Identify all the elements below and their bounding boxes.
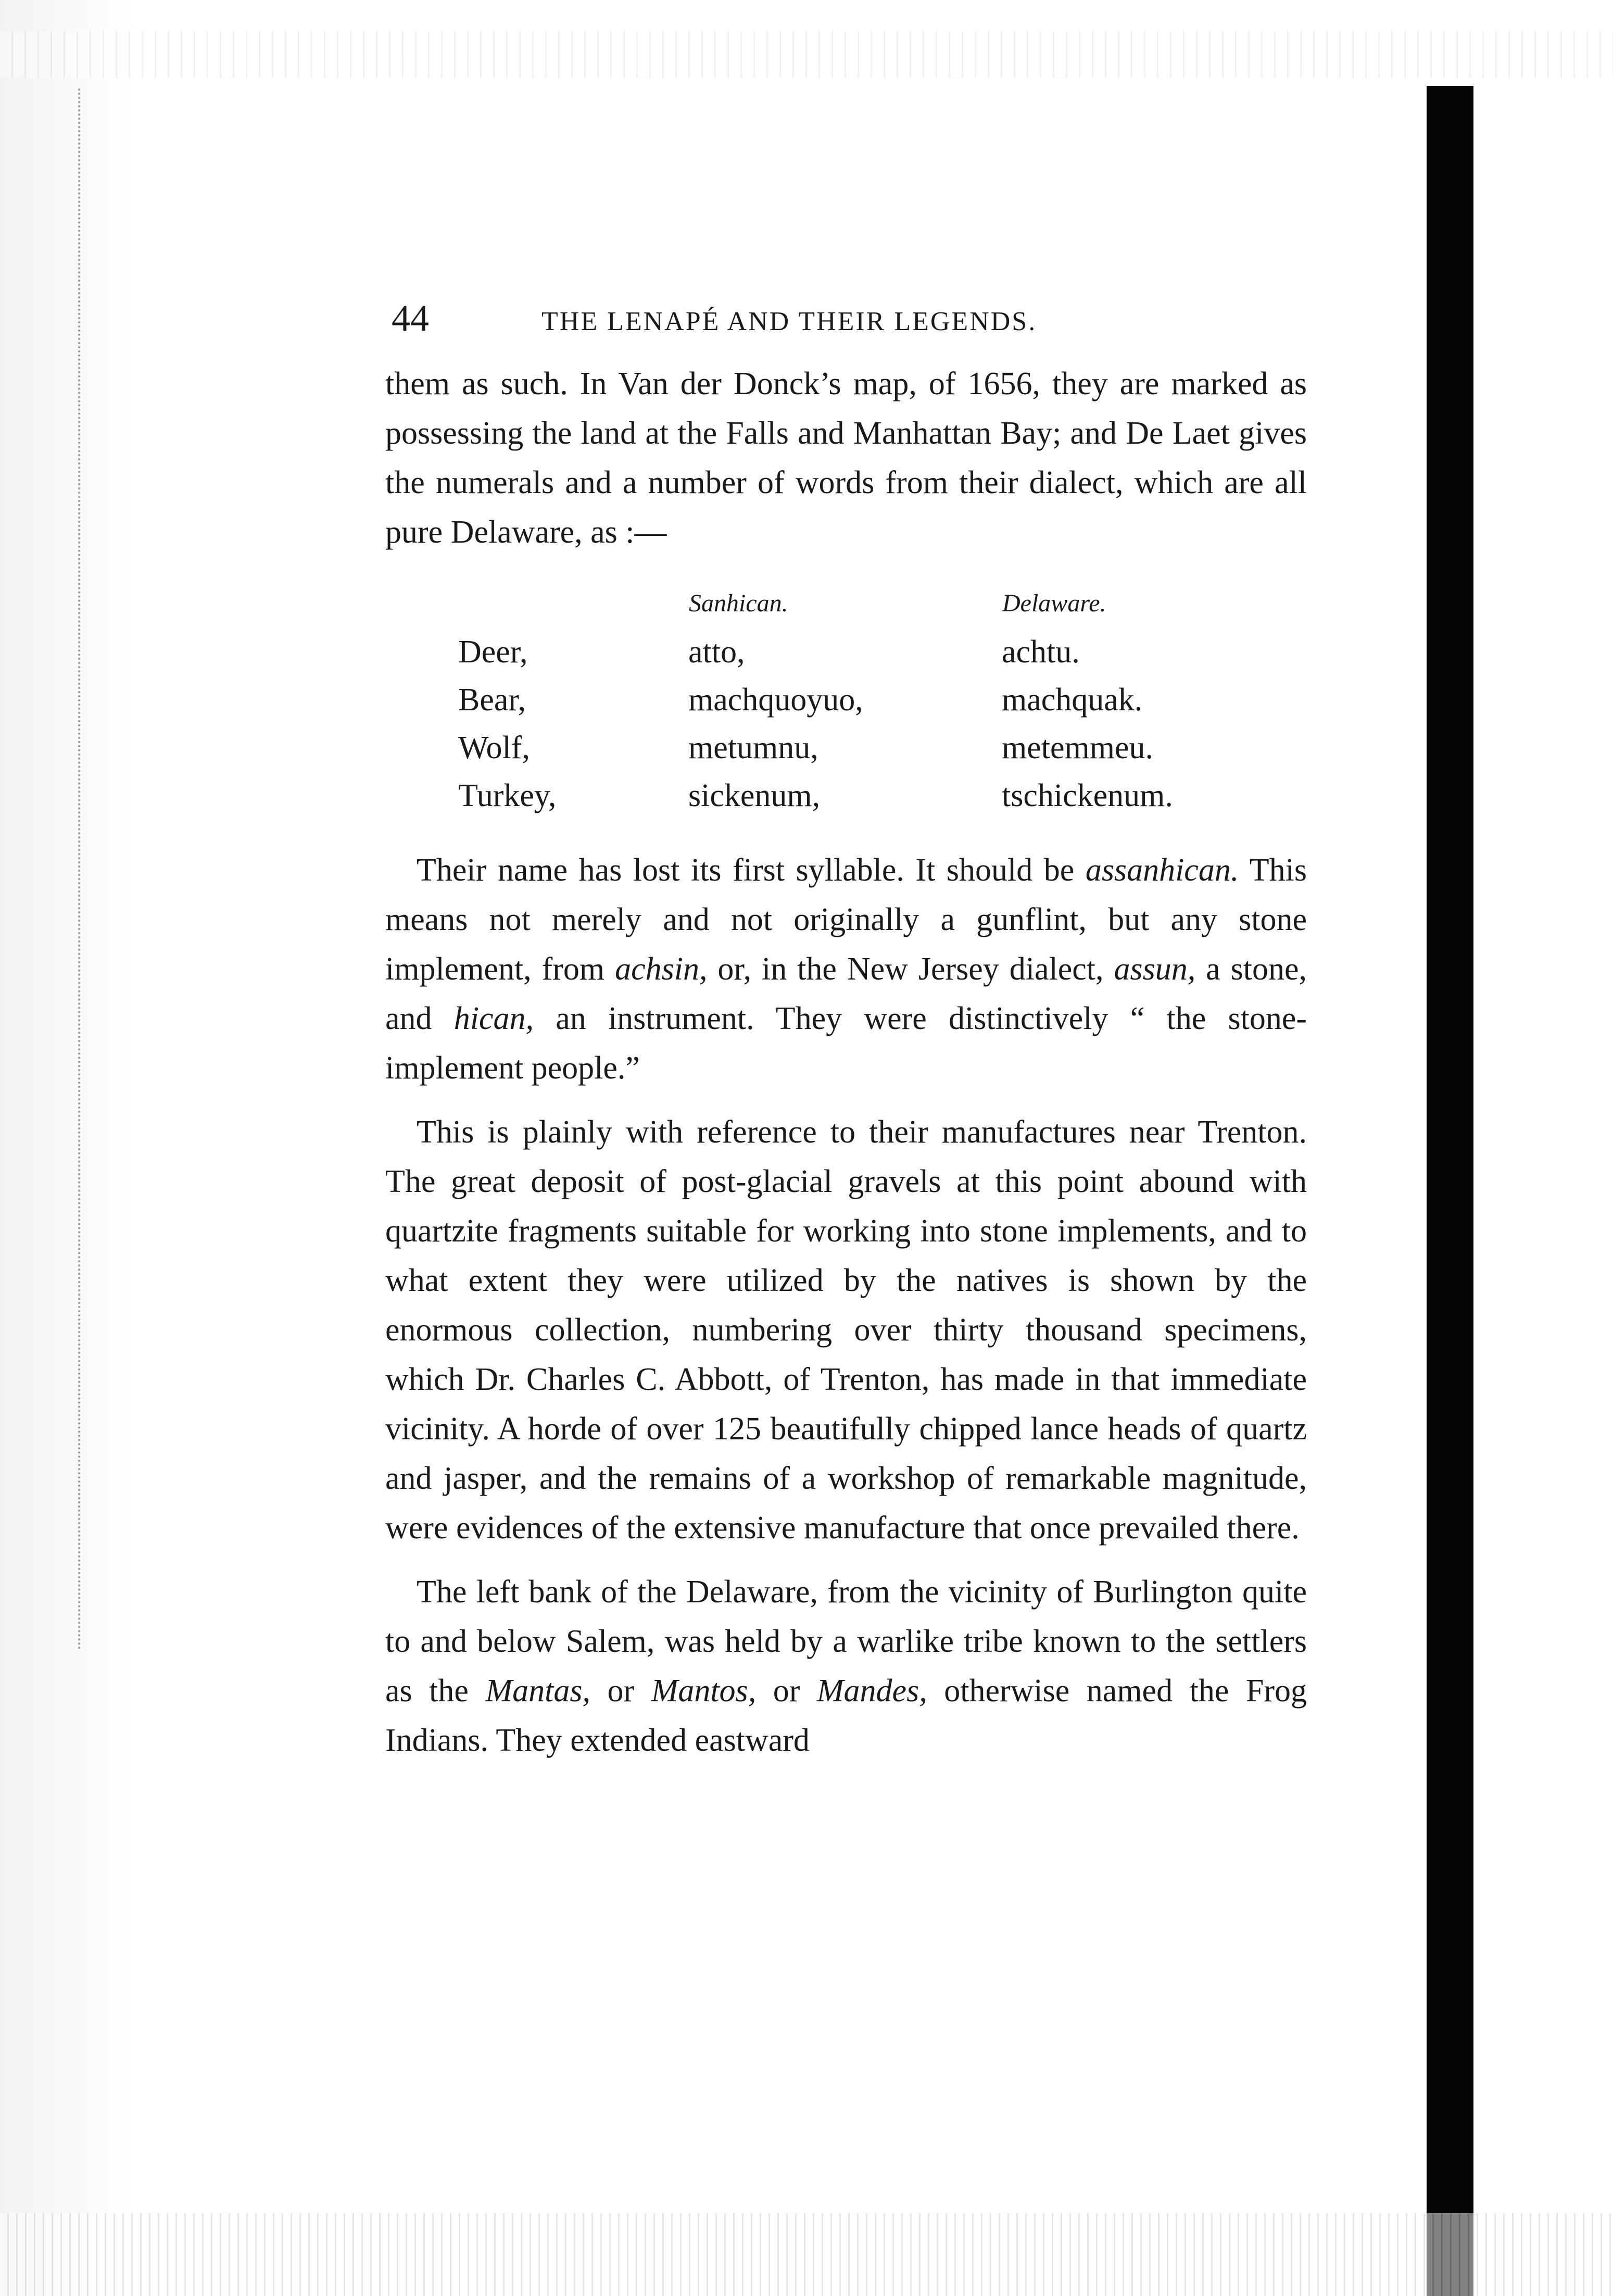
text-run: The left bank of the Delaware, from the vicinity of Burlington quite to and below Salem, was held by a warlike tribe known to the settlers as the xyxy=(385,1574,1307,1709)
paragraph-trenton: This is plainly with reference to their manufactures near Trenton. The great deposit of post-glacial gravels at this point abound with quartzite fragments suitable for working into stone implements, and to what extent they were utilized by the natives is shown by the enormous collection, numbering over thirty thousand specimens, which Dr. Charles C. Abbott, of Trenton, has made in that immediate vicinity. A horde of over 125 beautifully chipped lance heads of quartz and jasper, and the remains of a workshop of remarkable magnitude, were evidences of the extensive manufacture that once prevailed there. xyxy=(385,1114,1307,1546)
word-comparison-table xyxy=(458,588,1211,820)
header-sanhican: Sanhican. xyxy=(689,589,788,617)
scan-noise-top xyxy=(0,31,1613,78)
italic-term: Mantos, xyxy=(651,1673,757,1709)
binding-shadow xyxy=(1427,86,1473,2296)
paragraph-gap xyxy=(385,1093,1307,1108)
paragraph-name-origin xyxy=(385,846,1307,1093)
text-run: an instrument. They were distinctively “ the stone-implement people.” xyxy=(385,1001,1307,1086)
english-word: Bear, xyxy=(458,682,526,718)
scan-noise-bottom xyxy=(0,2213,1613,2296)
english-word: Turkey, xyxy=(458,777,557,813)
running-head xyxy=(385,297,1307,354)
delaware-word: metemmeu. xyxy=(1002,730,1153,766)
table-header-row xyxy=(458,588,1211,628)
italic-term: achsin, xyxy=(615,951,708,987)
delaware-word: achtu. xyxy=(1002,634,1080,670)
sanhican-word: sickenum, xyxy=(688,777,821,813)
page-number: 44 xyxy=(392,297,429,339)
text-run: a stone, and xyxy=(385,951,1307,1036)
intro-paragraph: them as such. In Van der Donck’s map, of 1656, they are marked as possessing the land at the Falls and Manhattan Bay; and De Laet gives the numerals and a number of words from their dialect, which are all pure Delaware, as :— xyxy=(385,366,1307,550)
table-row xyxy=(458,676,1211,724)
scan-edge-left xyxy=(0,0,135,2296)
running-title: THE LENAPÉ AND THEIR LEGENDS. xyxy=(541,307,1037,336)
header-english xyxy=(458,588,688,628)
table-row xyxy=(458,724,1211,772)
italic-term: hican, xyxy=(453,1001,534,1036)
delaware-word: machquak. xyxy=(1002,682,1143,718)
paragraph-mantas xyxy=(385,1567,1307,1765)
sanhican-word: atto, xyxy=(688,634,745,670)
text-run: otherwise named the Frog Indians. They extended eastward xyxy=(385,1673,1307,1758)
english-word: Wolf, xyxy=(458,730,530,766)
sanhican-word: machquoyuo, xyxy=(688,682,863,718)
text-run: Their name has lost its first syllable. It should be xyxy=(417,852,1086,888)
book-page xyxy=(385,297,1307,1765)
table-row xyxy=(458,628,1211,676)
english-word: Deer, xyxy=(458,634,528,670)
italic-term: assun, xyxy=(1114,951,1196,987)
delaware-word: tschickenum. xyxy=(1002,777,1173,813)
header-delaware: Delaware. xyxy=(1002,589,1106,617)
table-row xyxy=(458,772,1211,820)
italic-term: assanhican. xyxy=(1085,852,1239,888)
text-run: or xyxy=(756,1673,817,1709)
paragraph-gap xyxy=(385,1553,1307,1567)
sanhican-word: metumnu, xyxy=(688,730,818,766)
scan-edge-marks xyxy=(78,89,101,1651)
text-run: This means not merely and not originally a gunflint, but any stone implement, from xyxy=(385,852,1307,987)
text-run: or xyxy=(590,1673,651,1709)
italic-term: Mantas, xyxy=(485,1673,590,1709)
italic-term: Mandes, xyxy=(816,1673,927,1709)
text-run: or, in the New Jersey dialect, xyxy=(707,951,1114,987)
